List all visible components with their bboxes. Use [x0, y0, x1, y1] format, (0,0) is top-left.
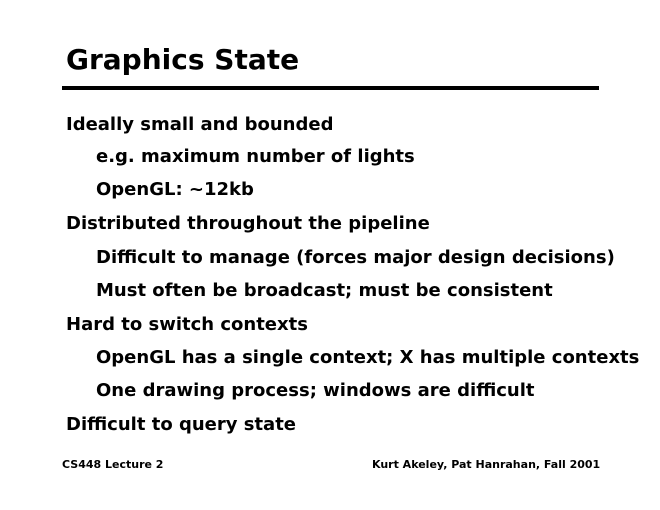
sub-bullet-item: One drawing process; windows are difficult	[96, 380, 535, 401]
bullet-item: Difficult to query state	[66, 414, 297, 435]
slide-title: Graphics State	[66, 43, 300, 76]
sub-bullet-item: Must often be broadcast; must be consistent	[96, 280, 553, 301]
footer-course: CS448 Lecture 2	[62, 458, 164, 471]
bullet-item: Ideally small and bounded	[66, 114, 334, 135]
sub-bullet-item: Difficult to manage (forces major design decisions)	[96, 247, 615, 268]
bullet-item: Distributed throughout the pipeline	[66, 213, 430, 234]
bullet-item: Hard to switch contexts	[66, 314, 308, 335]
footer-authors: Kurt Akeley, Pat Hanrahan, Fall 2001	[372, 458, 601, 471]
sub-bullet-item: OpenGL: ~12kb	[96, 179, 254, 200]
sub-bullet-item: e.g. maximum number of lights	[96, 146, 415, 167]
sub-bullet-item: OpenGL has a single context; X has multiple contexts	[96, 347, 640, 368]
